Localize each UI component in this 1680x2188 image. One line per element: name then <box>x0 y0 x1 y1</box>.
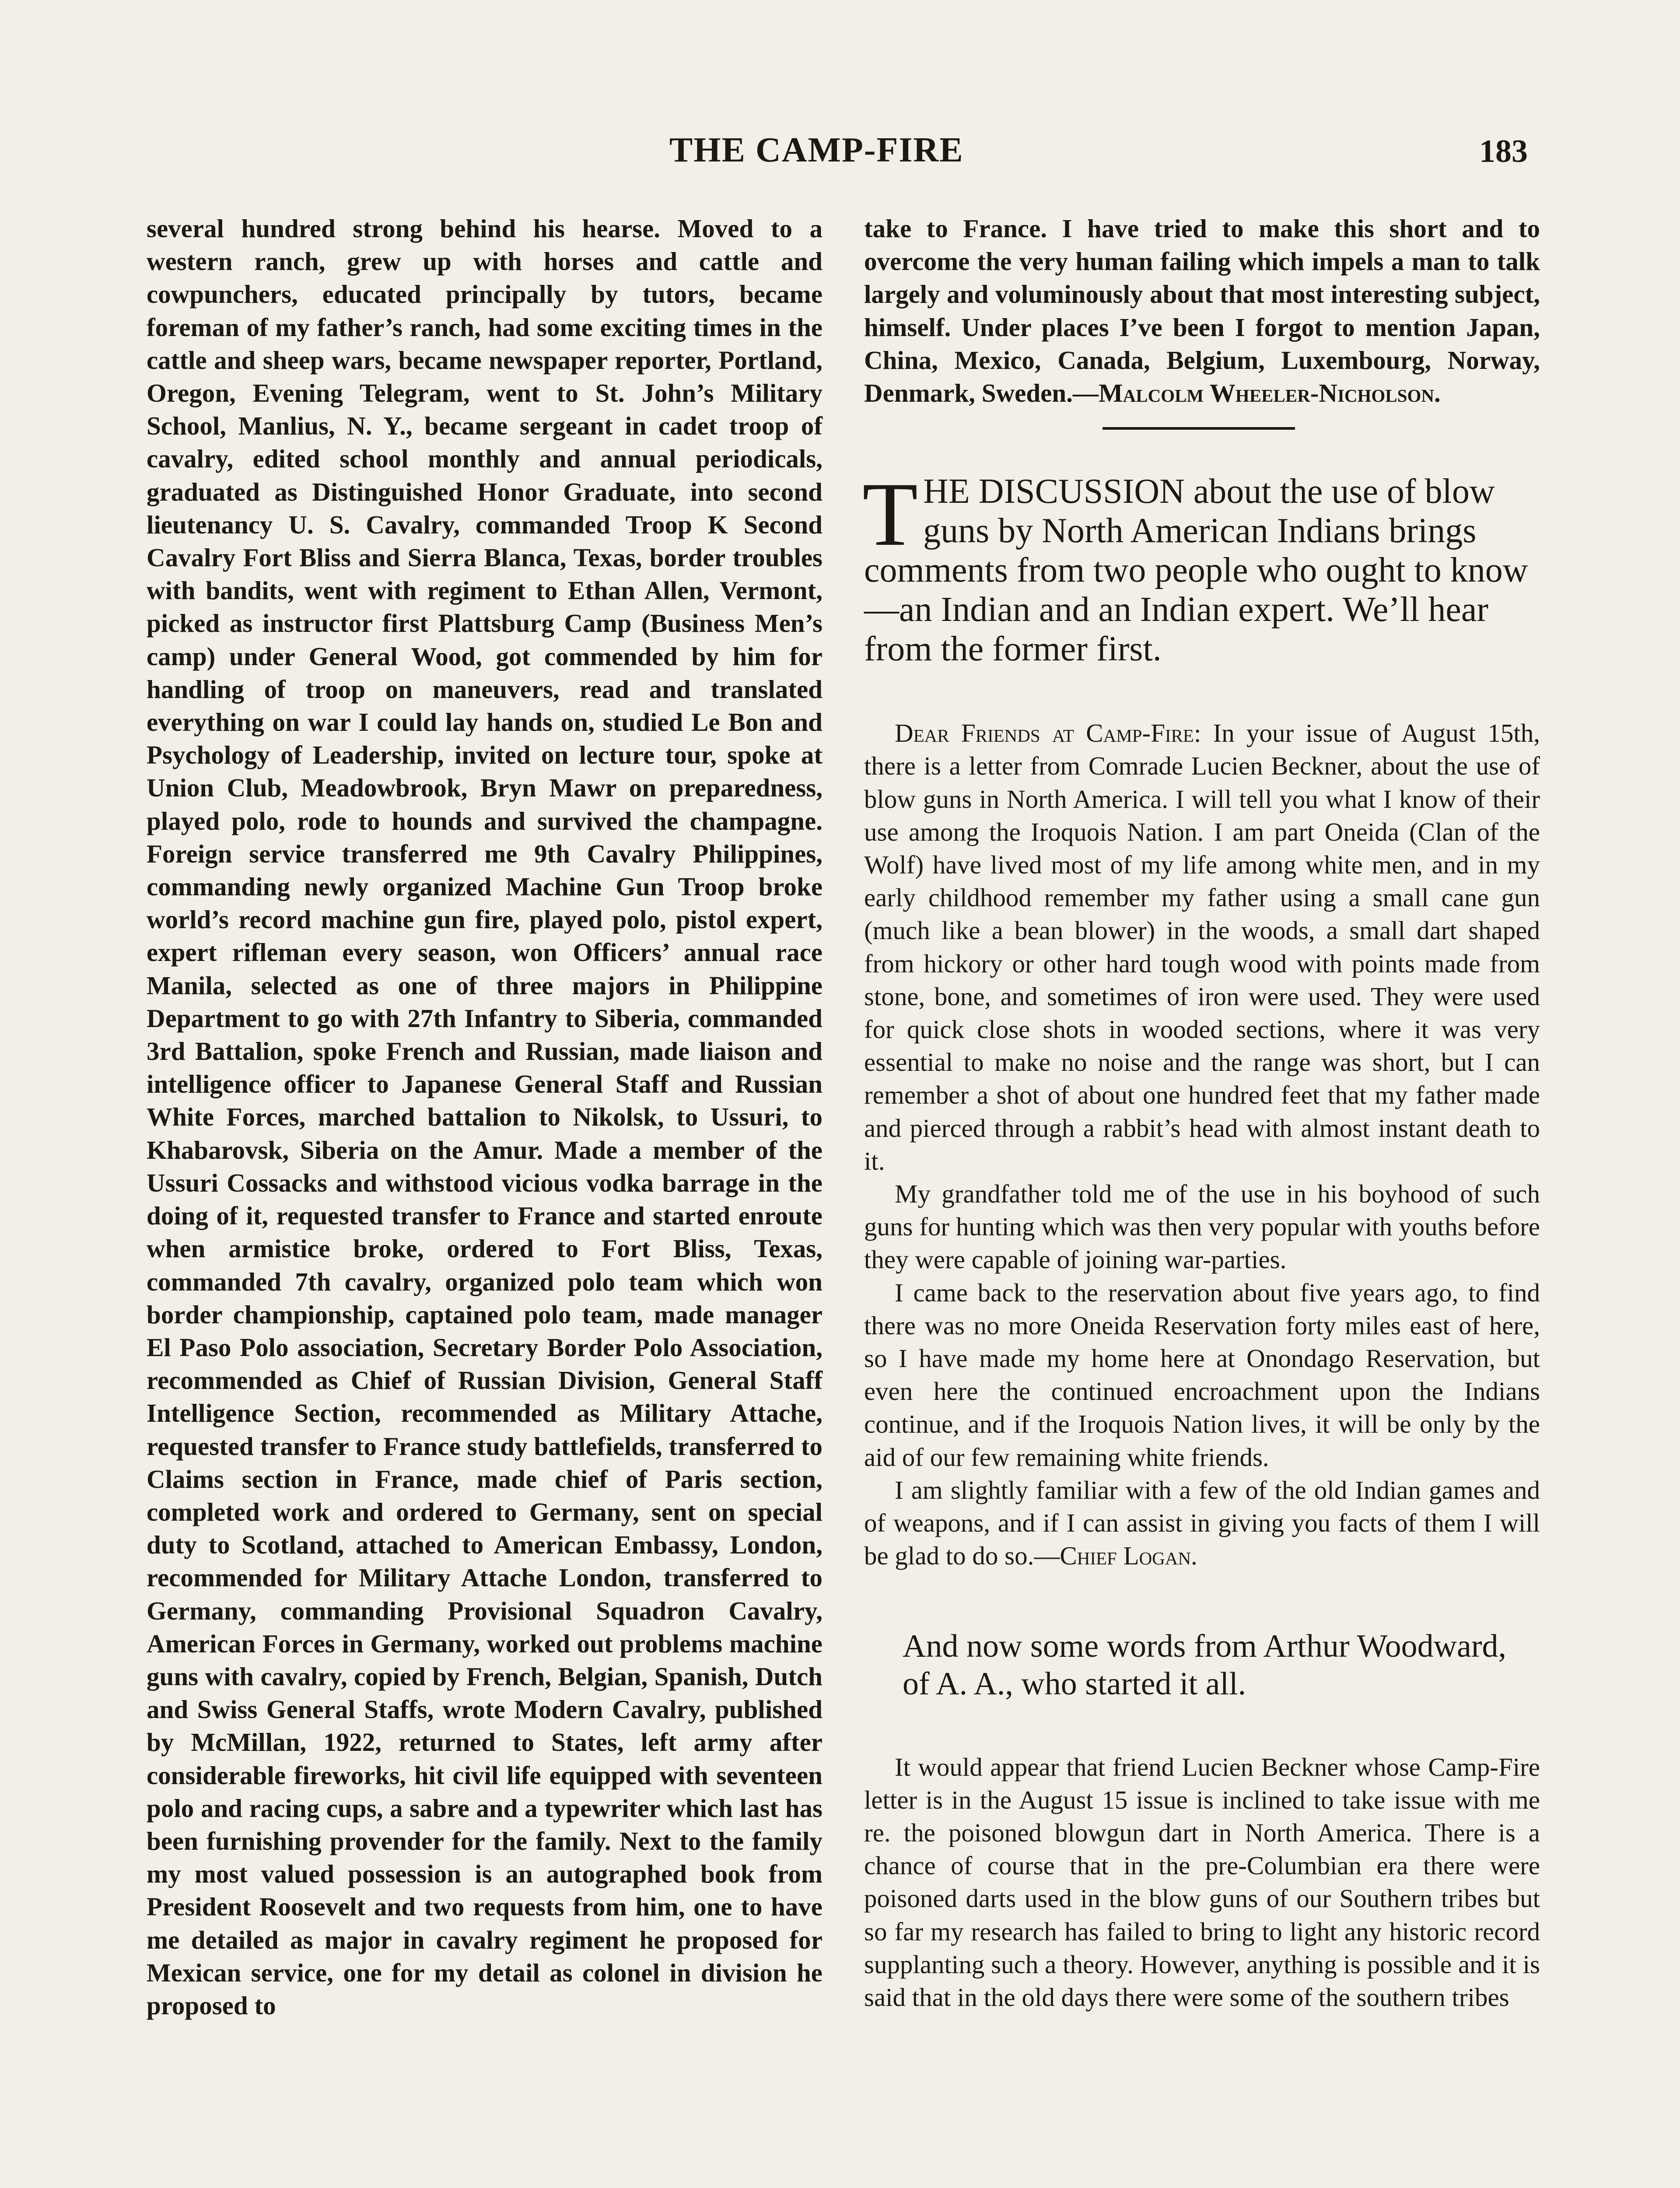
section-lead <box>862 464 1540 669</box>
left-column <box>147 212 822 2022</box>
chief-logan-letter <box>864 717 1540 1572</box>
letter-paragraph-text: I am slightly familiar with a few of the old Indian games and of weapons, and if I can assist in giving you facts of them I will be glad to do so.— <box>864 1475 1540 1571</box>
letter-paragraph: It would appear that friend Lucien Beckner whose Camp-Fire letter is in the August 15 issue is inclined to take issue with me re. the poisoned blowgun dart in North America. There is a chance of course that in the pre-Columbian era there were poisoned darts used in the blow guns of our Southern tribes but so far my research has failed to bring to light any historic record supplanting such a theory. However, anything is possible and it is said that in the old days there were some of the southern tribes <box>864 1752 1540 2012</box>
running-head: THE CAMP-FIRE <box>669 131 964 169</box>
letter-paragraph: I came back to the reservation about five years ago, to find there was no more Oneida Reservation forty miles east of here, so I have made my home here at Onondago Reservation, but even here the continued encroachment upon the Indians continue, and if the Iroquois Nation lives, it will be only by the aid of our few remaining white friends. <box>864 1278 1540 1472</box>
letter-paragraph-text: In your issue of August 15th, there is a letter from Comrade Lucien Beckner, about the use of blow guns in North America. I will tell you what I know of their use among the Iroquois Nation. I am part Oneida (Clan of the Wolf) have lived most of my life among white men, and in my early childhood remember my father using a small cane gun (much like a bean blower) in the woods, a small dart shaped from hickory or other hard tough wood with points made from stone, bone, and sometimes of iron were used. They were used for quick close shots in wooded sections, where it was very essential to make no noise and the range was short, but I can remember a shot of about one hundred feet that my father made and pierced through a rabbit’s head with almost instant death to it. <box>864 719 1540 1175</box>
lead-caps: HE DISCUSSION <box>923 472 1185 511</box>
letter-signature: Chief Logan. <box>1060 1541 1197 1571</box>
letter-paragraph <box>864 717 1540 1178</box>
right-column <box>864 212 1540 2014</box>
continuation-signature: Malcolm Wheeler-Nicholson. <box>1098 379 1441 408</box>
drop-cap: T <box>862 464 918 565</box>
subhead-text: And now some words from Arthur Woodward, of A. A., who started it all. <box>903 1628 1507 1702</box>
page-number: 183 <box>1479 133 1528 169</box>
biography-paragraph: several hundred strong behind his hearse. Moved to a western ranch, grew up with horses and cattle and cowpunchers, educated principally by tutors, became foreman of my father’s ranch, had some exciting times in the cattle and sheep wars, became newspaper reporter, Portland, Oregon, Evening Telegram, went to St. John’s Military School, Manlius, N. Y., became sergeant in cadet troop of cavalry, edited school monthly and annual periodicals, graduated as Distinguished Honor Graduate, into second lieutenancy U. S. Cavalry, commanded Troop K Second Cavalry Fort Bliss and Sierra Blanca, Texas, border troubles with bandits, went with regiment to Ethan Allen, Vermont, picked as instructor first Plattsburg Camp (Business Men’s camp) under General Wood, got commended by him for handling of troop on maneuvers, read and translated everything on war I could lay hands on, studied Le Bon and Psychology of Leadership, invited on lecture tour, spoke at Union Club, Meadowbrook, Bryn Mawr on preparedness, played polo, rode to hounds and survived the champagne. Foreign service transferred me 9th Cavalry Philippines, commanding newly organized Machine Gun Troop broke world’s record machine gun fire, played polo, pistol expert, expert rifleman every season, won Officers’ annual race Manila, selected as one of three majors in Philippine Department to go with 27th Infantry to Siberia, commanded 3rd Battalion, spoke French and Russian, made liaison and intelligence officer to Japanese General Staff and Russian White Forces, marched battalion to Nikolsk, to Ussuri, to Khabarovsk, Siberia on the Amur. Made a member of the Ussuri Cossacks and withstood vicious vodka barrage in the doing of it, requested transfer to France and started enroute when armistice broke, ordered to Fort Bliss, Texas, commanded 7th cavalry, organized polo team which won border championship, captained polo team, made manager El Paso Polo association, Secretary Border Polo Association, recommended as Chief of Russian Division, General Staff Intelligence Section, recommended as Military Attache, requested transfer to France study battlefields, transferred to Claims section in France, made chief of Paris section, completed work and ordered to Germany, sent on special duty to Scotland, attached to American Embassy, London, recommended for Military Attache London, transferred to Germany, commanding Provisional Squadron Cavalry, American Forces in Germany, worked out problems machine guns with cavalry, copied by French, Belgian, Spanish, Dutch and Swiss General Staffs, wrote Modern Cavalry, published by McMillan, 1922, returned to States, left army after considerable fireworks, hit civil life equipped with seventeen polo and racing cups, a sabre and a typewriter which last has been furnishing provender for the family. Next to the family my most valued possession is an autographed book from President Roosevelt and two requests from him, one to have me detailed as major in cavalry regiment he proposed for Mexican service, one for my detail as colonel in division he proposed to <box>147 214 822 2020</box>
letter-salutation: Dear Friends at Camp-Fire: <box>895 719 1201 748</box>
letter-paragraph: My grandfather told me of the use in his boyhood of such guns for hunting which was then very popular with youths before they were capable of joining war-parties. <box>864 1179 1540 1274</box>
continuation-text: take to France. I have tried to make this short and to overcome the very human failing which impels a man to talk largely and voluminously about that most interesting subject, himself. Under places I’ve been I forgot to mention Japan, China, Mexico, Canada, Belgium, Luxembourg, Norway, Denmark, Sweden.— <box>864 214 1540 408</box>
lead-text: about the use of blow guns by North American Indians brings comments from two people who ought to know—an Indian and an Indian expert. We’ll hear from the former first. <box>864 472 1528 669</box>
biography-continuation <box>864 212 1540 410</box>
letter-paragraph <box>864 1474 1540 1573</box>
woodward-letter <box>864 1751 1540 2014</box>
section-subhead <box>864 1627 1540 1703</box>
section-divider-rule <box>1102 427 1295 430</box>
